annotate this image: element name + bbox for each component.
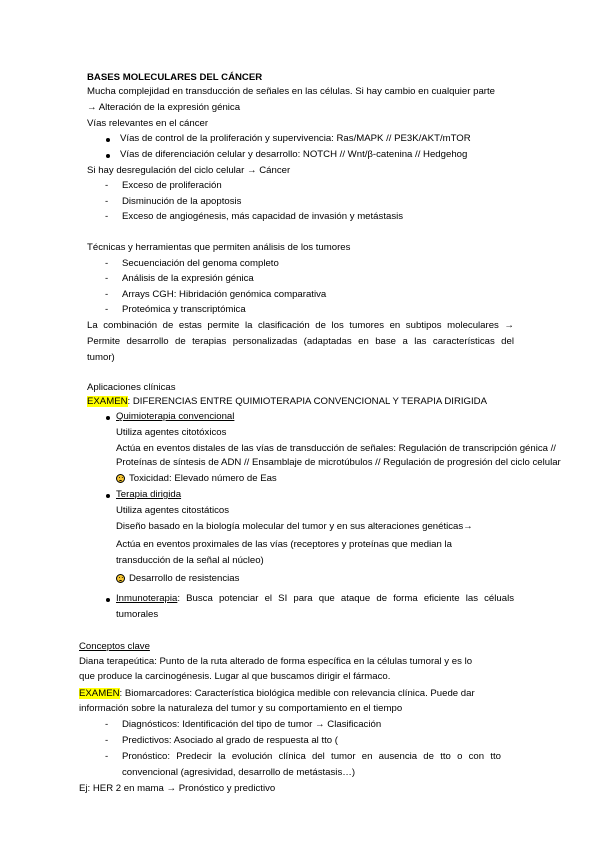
dash-marker: - <box>105 273 109 284</box>
immuno-line-1 <box>116 593 514 605</box>
dash-marker: - <box>105 196 109 207</box>
dash-marker: - <box>105 258 109 269</box>
dash-marker: - <box>105 304 109 315</box>
concepts-target-2: que produce la carcinogénesis. Lugar al que buscamos dirigir el fármaco. <box>79 671 391 682</box>
concepts-exam-line <box>79 688 475 700</box>
clinical-heading: Aplicaciones clínicas <box>87 382 176 393</box>
cycle-item: Exceso de proliferación <box>122 180 222 191</box>
concepts-bio-2: información sobre la naturaleza del tumor y su comportamiento en el tiempo <box>79 703 403 714</box>
resistance-text: Desarrollo de resistencias <box>129 573 240 584</box>
bullet <box>106 598 110 602</box>
immuno-title: Inmunoterapia <box>116 593 178 604</box>
biomarker-prognostic-2: convencional (agresividad, desarrollo de metástasis…) <box>122 767 356 778</box>
targeted-title: Terapia dirigida <box>116 489 182 500</box>
intro-line-2: → Alteración de la expresión génica <box>87 102 241 113</box>
dash-marker: - <box>105 289 109 300</box>
page-title: BASES MOLECULARES DEL CÁNCER <box>87 72 263 83</box>
chemo-line-4 <box>116 473 277 485</box>
pathway-item: Vías de control de la proliferación y supervivencia: Ras/MAPK // PE3K/AKT/mTOR <box>120 133 471 144</box>
exam-text: : DIFERENCIAS ENTRE QUIMIOTERAPIA CONVENCIONAL Y TERAPIA DIRIGIDA <box>127 396 488 407</box>
biomarker-prognostic-1: Pronóstico: Predecir la evolución clínica del tumor en ausencia de tto o con tto <box>122 751 501 762</box>
technique-item: Análisis de la expresión génica <box>122 273 254 284</box>
techniques-paragraph-3: tumor) <box>87 352 115 363</box>
chemo-line-3: Proteínas de síntesis de ADN // Ensamblaje de microtúbulos // Regulación de progresión del ciclo celular <box>116 457 561 468</box>
dash-marker: - <box>105 719 109 730</box>
targeted-line-2: Diseño basado en la biología molecular del tumor y en sus alteraciones genéticas→ <box>116 521 473 532</box>
cycle-item: Exceso de angiogénesis, más capacidad de invasión y metástasis <box>122 211 404 222</box>
techniques-paragraph-1: La combinación de estas permite la clasificación de los tumores en subtipos moleculares → <box>87 320 514 331</box>
targeted-line-4: transducción de la señal al núcleo) <box>116 555 264 566</box>
techniques-paragraph-2: Permite desarrollo de terapias personalizadas (adaptadas en base a las características del <box>87 336 514 347</box>
exam-highlight: EXAMEN <box>87 396 128 407</box>
techniques-heading: Técnicas y herramientas que permiten análisis de los tumores <box>87 242 351 253</box>
targeted-line-5 <box>116 573 239 585</box>
biomarker-predictive: Predictivos: Asociado al grado de respuesta al tto ( <box>122 735 338 746</box>
sad-face-icon <box>116 474 125 483</box>
biomarker-diagnostic: Diagnósticos: Identificación del tipo de tumor → Clasificación <box>122 719 382 730</box>
biomarker-text: : Biomarcadores: Característica biológica medible con relevancia clínica. Puede dar <box>119 688 475 699</box>
dash-marker: - <box>105 751 109 762</box>
cycle-heading: Si hay desregulación del ciclo celular → Cáncer <box>87 165 291 176</box>
bullet <box>106 154 110 158</box>
pathway-item: Vías de diferenciación celular y desarrollo: NOTCH // Wnt/β-catenina // Hedgehog <box>120 149 468 160</box>
sad-face-icon <box>116 574 125 583</box>
technique-item: Arrays CGH: Hibridación genómica comparativa <box>122 289 327 300</box>
clinical-exam-line <box>87 396 487 408</box>
technique-item: Proteómica y transcriptómica <box>122 304 246 315</box>
concepts-example: Ej: HER 2 en mama → Pronóstico y predictivo <box>79 783 276 794</box>
concepts-heading: Conceptos clave <box>79 641 150 652</box>
exam-highlight: EXAMEN <box>79 688 120 699</box>
immuno-line-2: tumorales <box>116 609 159 620</box>
concepts-target-1: Diana terapeútica: Punto de la ruta alterado de forma específica en la células tumoral y es lo <box>79 656 473 667</box>
bullet <box>106 138 110 142</box>
bullet <box>106 416 110 420</box>
cycle-item: Disminución de la apoptosis <box>122 196 242 207</box>
technique-item: Secuenciación del genoma completo <box>122 258 279 269</box>
chemo-line-1: Utiliza agentes citotóxicos <box>116 427 227 438</box>
toxicity-text: Toxicidad: Elevado número de Eas <box>129 473 277 484</box>
chemo-title: Quimioterapia convencional <box>116 411 235 422</box>
chemo-line-2: Actúa en eventos distales de las vías de transducción de señales: Regulación de transcripción génica // <box>116 443 556 454</box>
immuno-text: : Busca potenciar el SI para que ataque de forma eficiente las céluals <box>177 593 514 604</box>
dash-marker: - <box>105 180 109 191</box>
dash-marker: - <box>105 735 109 746</box>
targeted-line-3: Actúa en eventos proximales de las vías (receptores y proteínas que median la <box>116 539 452 550</box>
intro-line-3: Vías relevantes en el cáncer <box>87 118 209 129</box>
bullet <box>106 494 110 498</box>
targeted-line-1: Utiliza agentes citostáticos <box>116 505 230 516</box>
intro-line-1: Mucha complejidad en transducción de señales en las células. Si hay cambio en cualquier parte <box>87 86 495 97</box>
dash-marker: - <box>105 211 109 222</box>
